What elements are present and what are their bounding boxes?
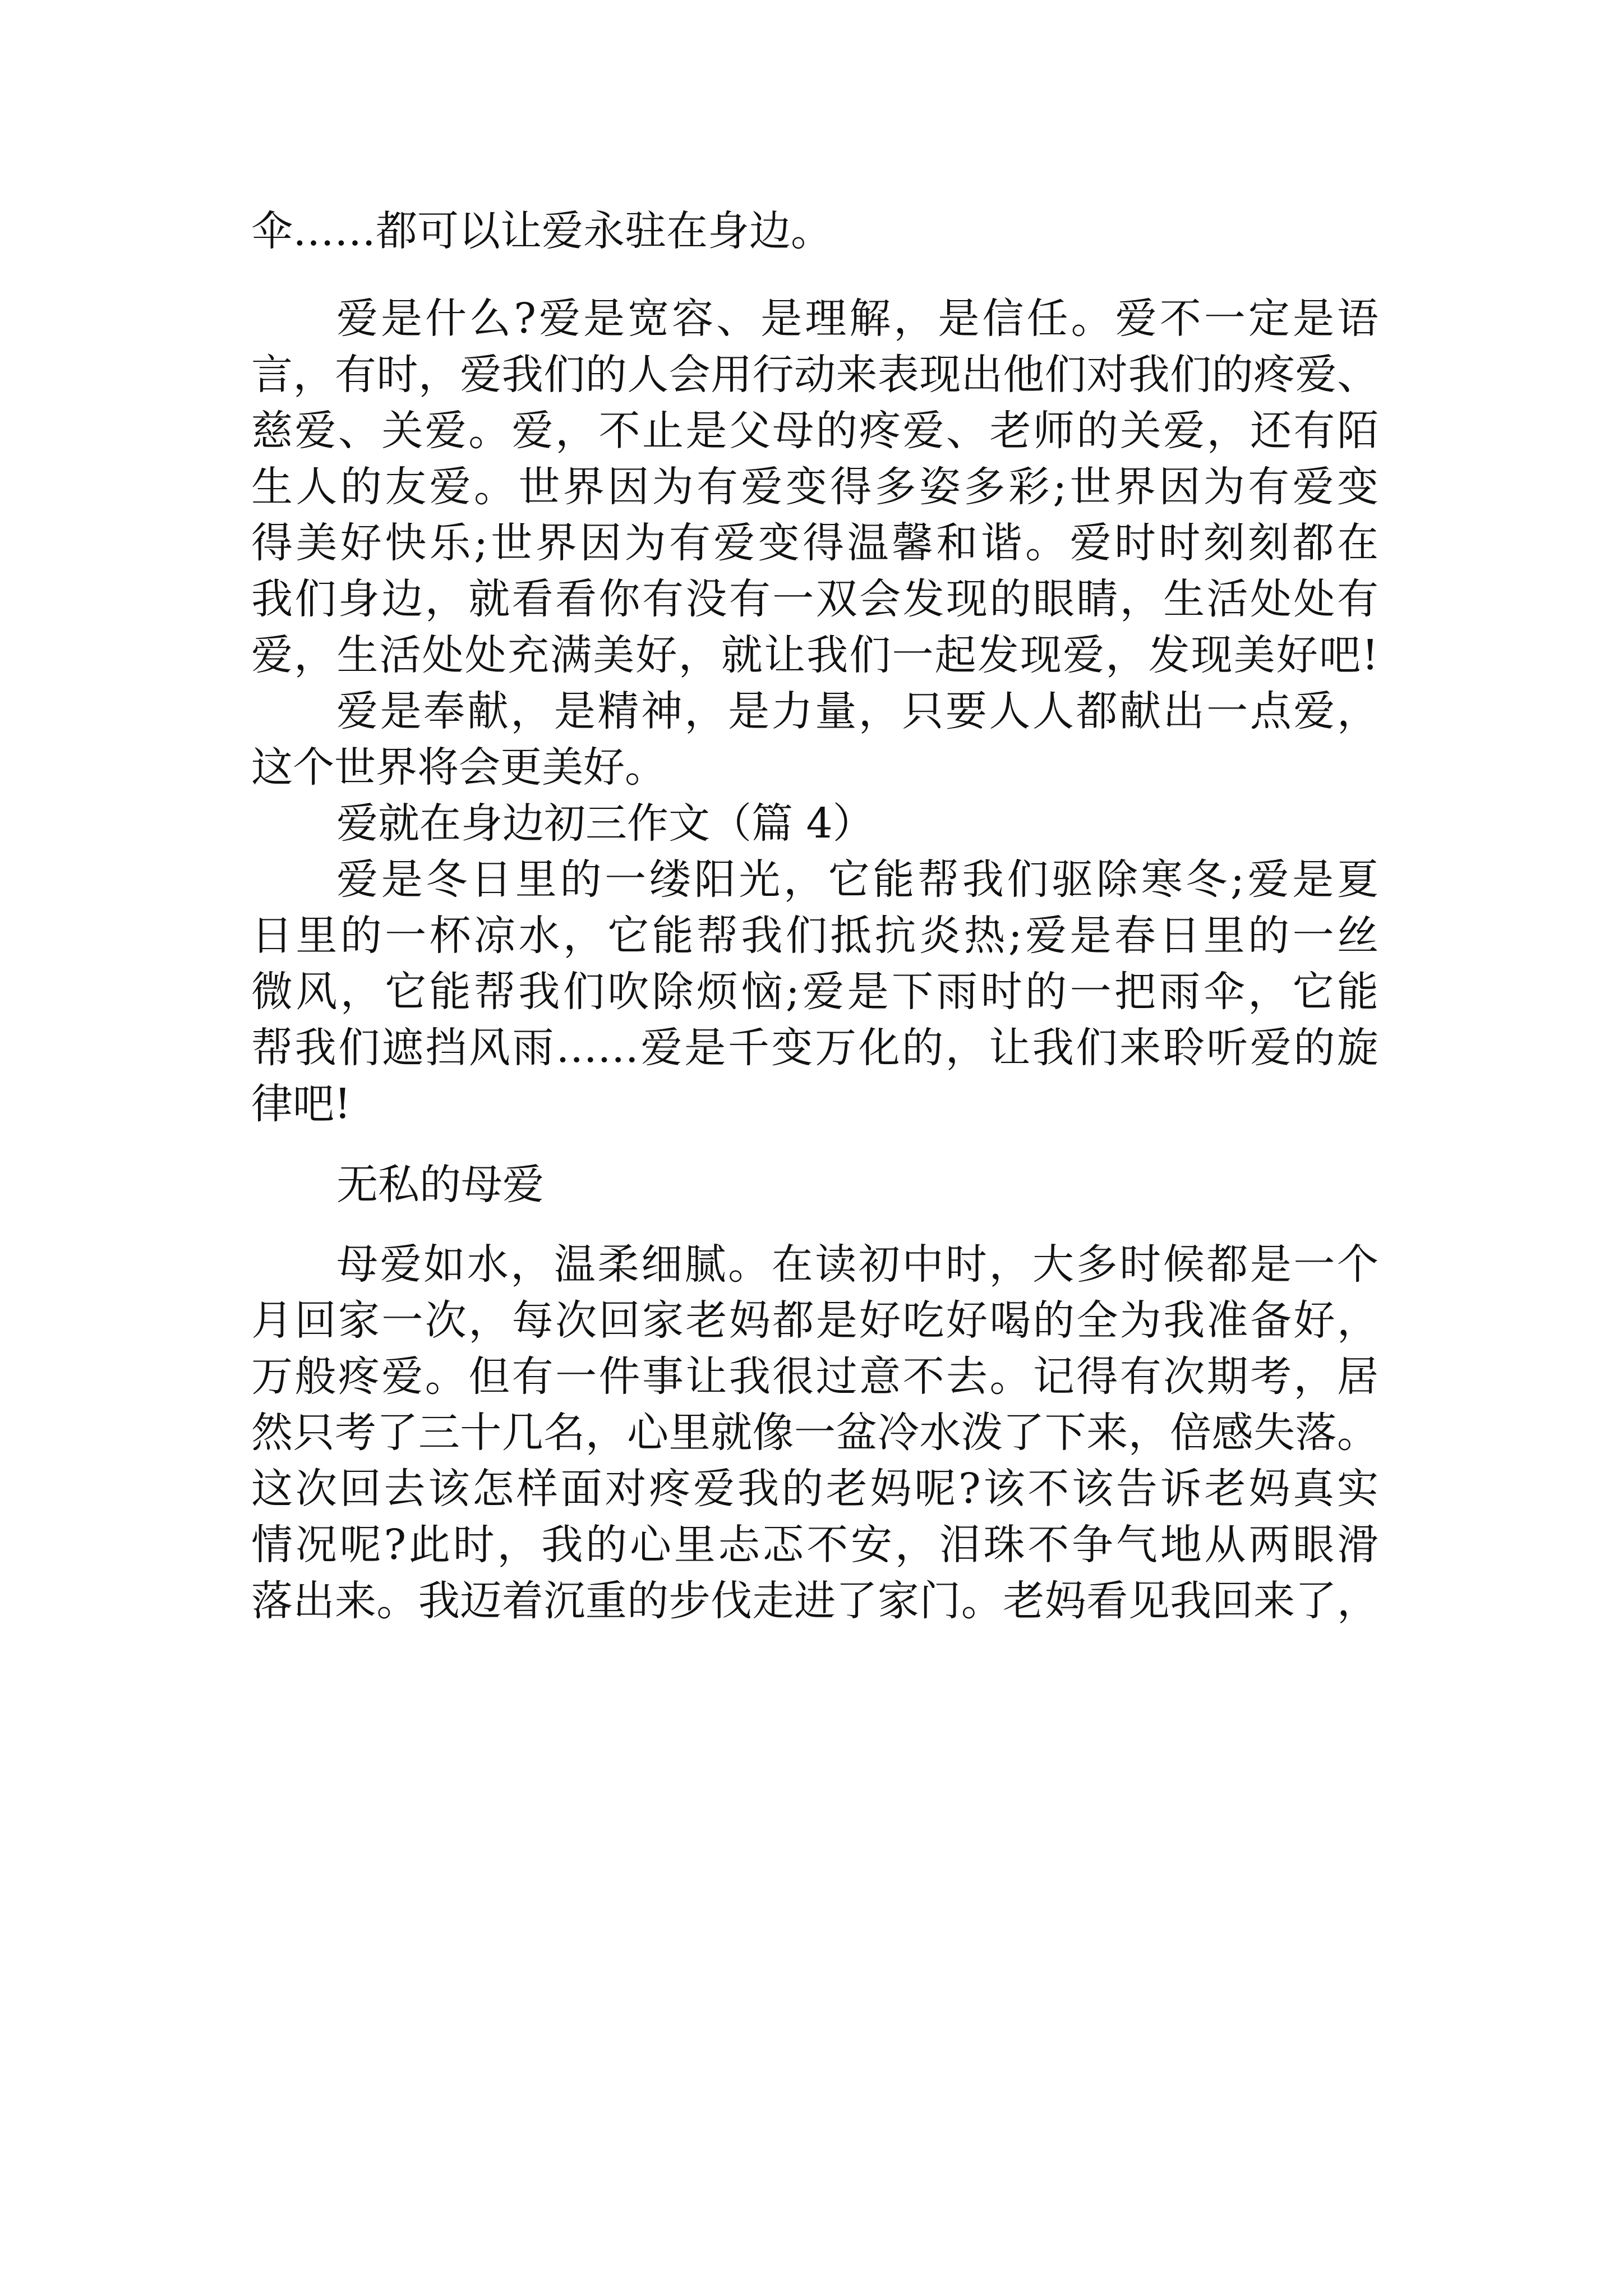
article-title: 无私的母爱 (336, 1161, 544, 1209)
text-line: 得美好快乐;世界因为有爱变得温馨和谐。爱时时刻刻都在 (251, 519, 1378, 567)
text-line: 这次回去该怎样面对疼爱我的老妈呢?该不该告诉老妈真实 (251, 1465, 1378, 1513)
text-line: 伞……都可以让爱永驻在身边。 (251, 207, 832, 255)
text-line: 慈爱、关爱。爱，不止是父母的疼爱、老师的关爱，还有陌 (251, 407, 1378, 455)
text-line: 月回家一次，每次回家老妈都是好吃好喝的全为我准备好， (251, 1296, 1378, 1345)
text-line: 律吧! (251, 1080, 351, 1128)
text-line: 爱是什么?爱是宽容、是理解，是信任。爱不一定是语 (336, 295, 1378, 343)
text-line: 爱，生活处处充满美好，就让我们一起发现爱，发现美好吧! (251, 631, 1378, 679)
text-line: 生人的友爱。世界因为有爱变得多姿多彩;世界因为有爱变 (251, 463, 1378, 511)
text-line: 这个世界将会更美好。 (251, 743, 666, 792)
text-line: 言，有时，爱我们的人会用行动来表现出他们对我们的疼爱、 (251, 351, 1378, 399)
text-line: 落出来。我迈着沉重的步伐走进了家门。老妈看见我回来了， (251, 1577, 1378, 1625)
text-line: 万般疼爱。但有一件事让我很过意不去。记得有次期考，居 (251, 1352, 1378, 1401)
text-line: 情况呢?此时，我的心里忐忑不安，泪珠不争气地从两眼滑 (251, 1521, 1378, 1569)
text-line: 然只考了三十几名，心里就像一盆冷水泼了下来，倍感失落。 (251, 1409, 1378, 1457)
text-line: 帮我们遮挡风雨……爱是千变万化的，让我们来聆听爱的旋 (251, 1024, 1378, 1072)
text-line: 微风，它能帮我们吹除烦恼;爱是下雨时的一把雨伞，它能 (251, 968, 1378, 1016)
section-heading: 爱就在身边初三作文（篇 4） (336, 799, 874, 848)
text-line: 爱是奉献，是精神，是力量，只要人人都献出一点爱， (336, 687, 1378, 735)
text-line: 母爱如水，温柔细腻。在读初中时，大多时候都是一个 (336, 1240, 1378, 1289)
text-line: 爱是冬日里的一缕阳光，它能帮我们驱除寒冬;爱是夏 (336, 855, 1378, 904)
text-line: 我们身边，就看看你有没有一双会发现的眼睛，生活处处有 (251, 575, 1378, 623)
text-line: 日里的一杯凉水，它能帮我们抵抗炎热;爱是春日里的一丝 (251, 912, 1378, 960)
